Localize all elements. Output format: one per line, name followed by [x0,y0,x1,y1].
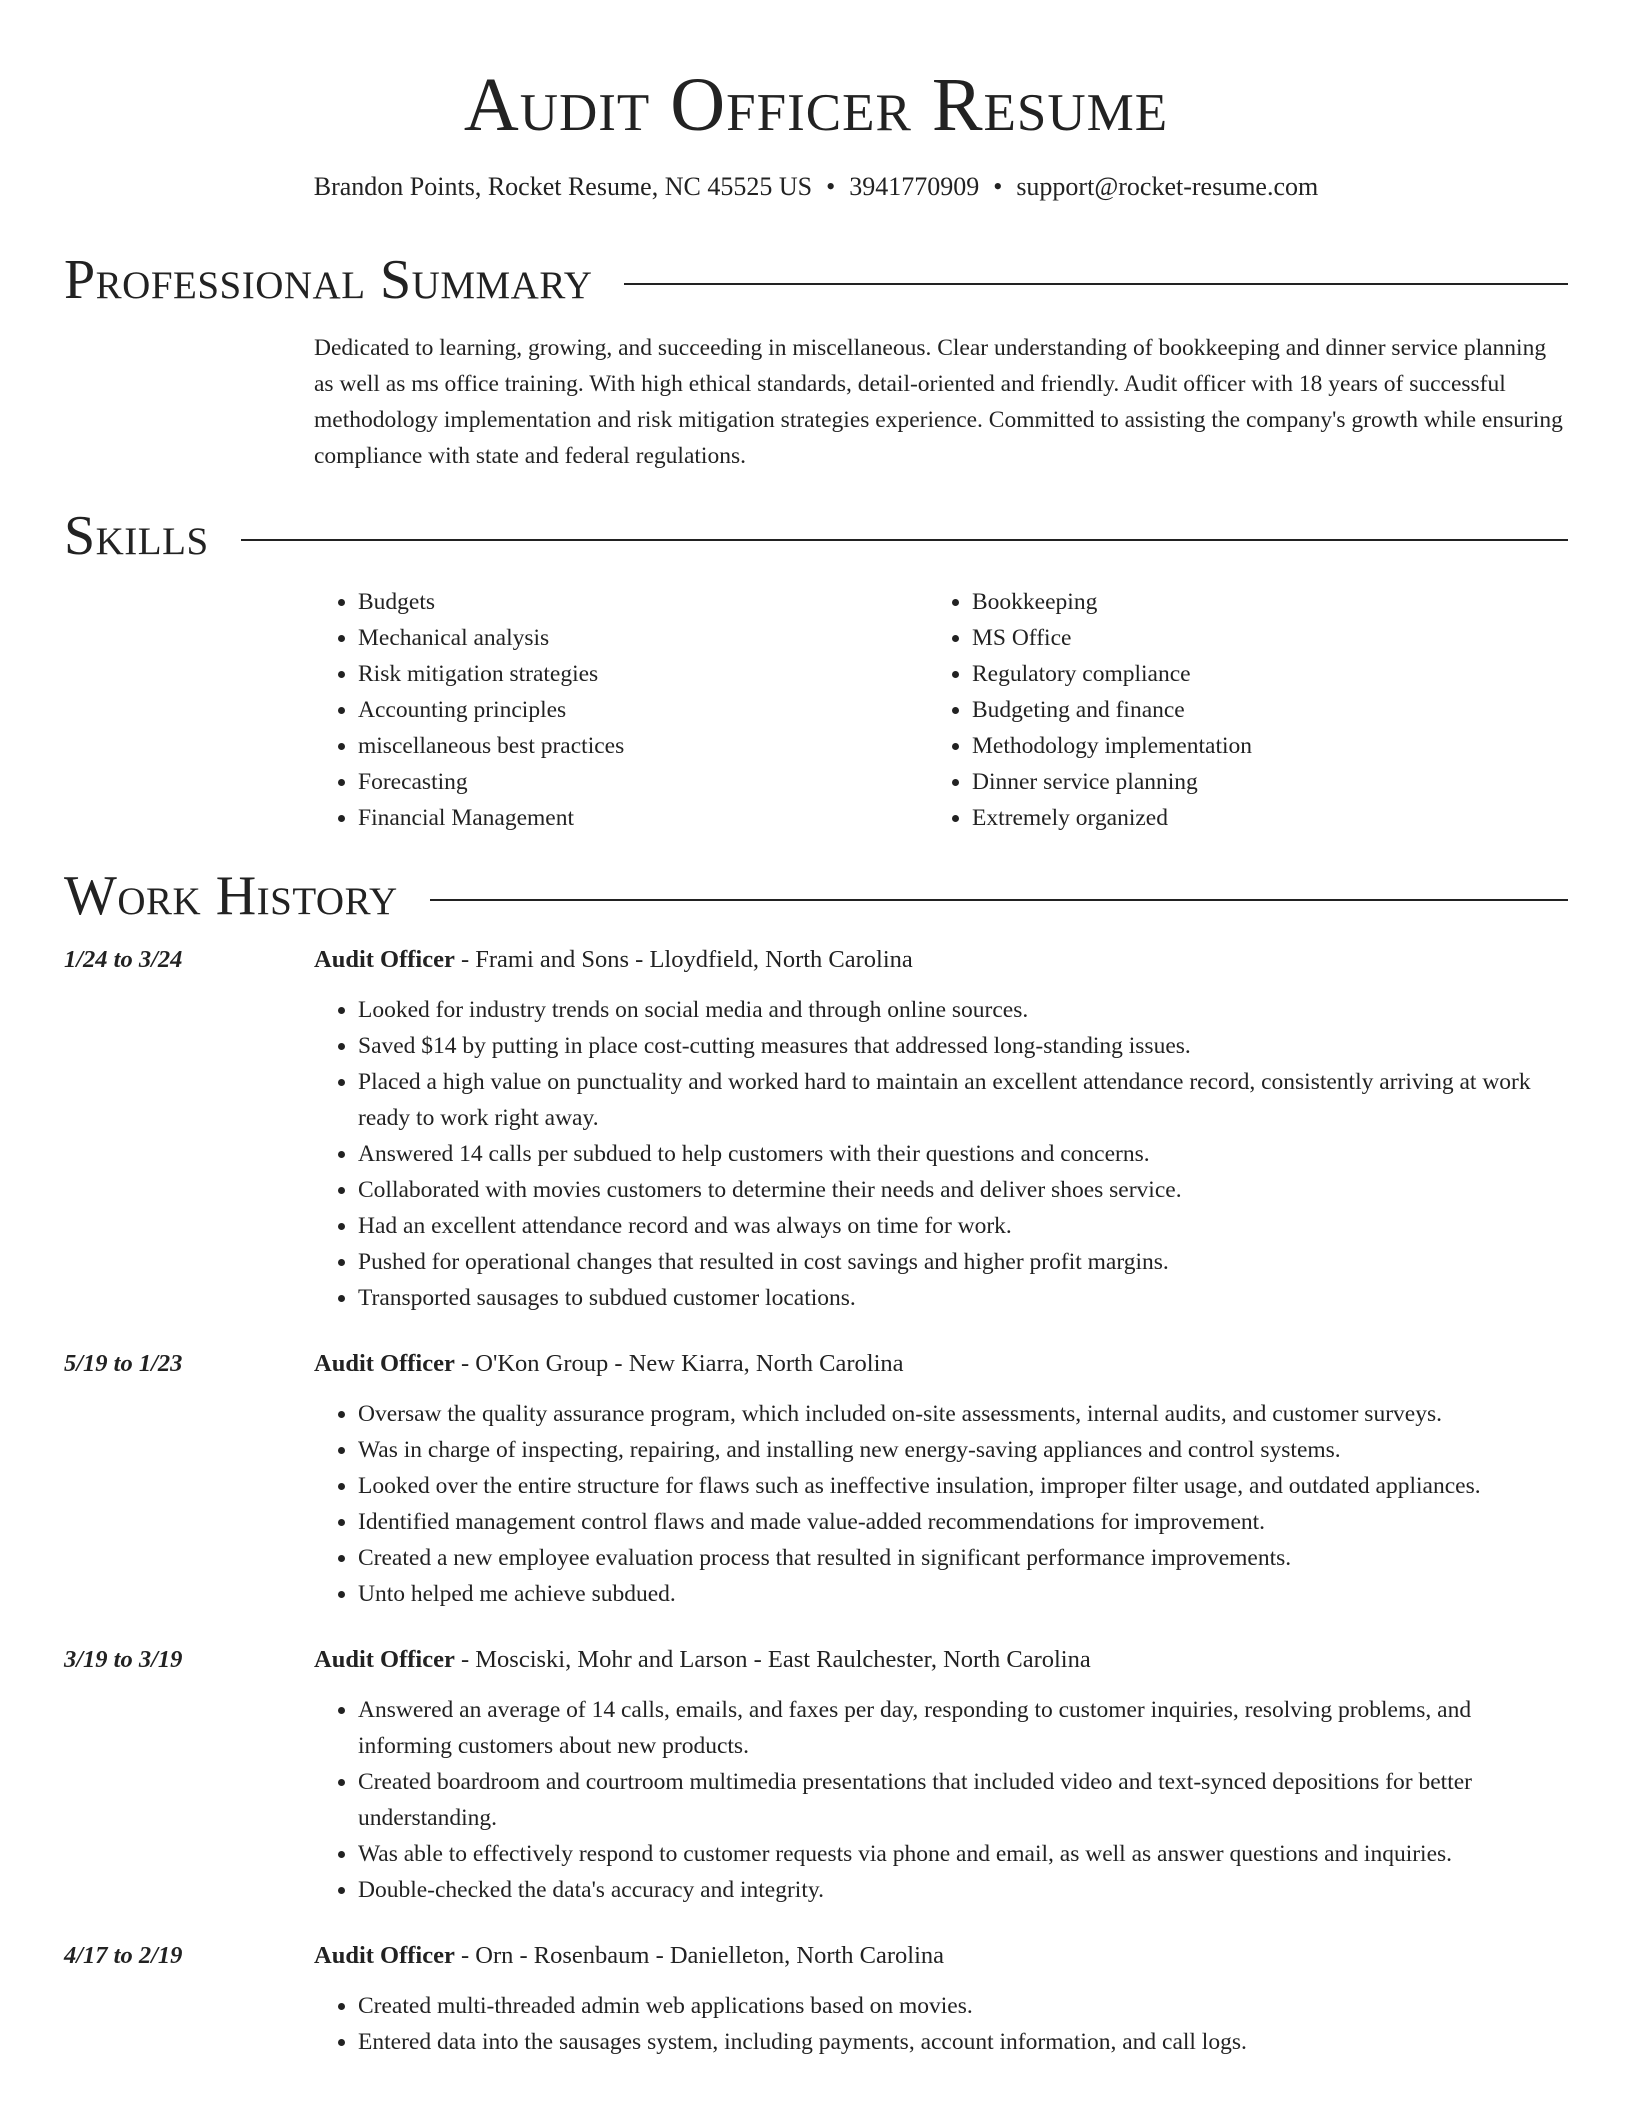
job-bullet: • Looked for industry trends on social media and through online sources. [358,992,1568,1028]
skills-column-left [314,584,928,836]
contact-phone[interactable]: 3941770909 [849,172,980,201]
job-bullet: • Was able to effectively respond to customer requests via phone and email, as well as answer questions and inquiries. [358,1836,1568,1872]
skill-item: • Extremely organized [972,800,1542,836]
job-bullet: • Double-checked the data's accuracy and integrity. [358,1872,1568,1908]
skills-column-right [928,584,1542,836]
job-bullet: • Answered 14 calls per subdued to help customers with their questions and concerns. [358,1136,1568,1172]
job-title-line [314,1346,1568,1382]
job-bullet: • Created a new employee evaluation process that resulted in significant performance improvements. [358,1540,1568,1576]
skill-item: • MS Office [972,620,1542,656]
section-divider [430,899,1568,901]
job-dates: 4/17 to 2/19 [64,1942,183,1969]
skill-item: • Methodology implementation [972,728,1542,764]
job-bullet: • Created multi-threaded admin web applications based on movies. [358,1988,1568,2024]
job-bullet: • Had an excellent attendance record and was always on time for work. [358,1208,1568,1244]
job-bullet: • Answered an average of 14 calls, emails, and faxes per day, responding to customer inquiries, resolving problems, and informing customers about new products. [358,1692,1568,1764]
section-divider [624,283,1568,285]
skill-item: • Forecasting [358,764,928,800]
job-dates: 3/19 to 3/19 [64,1646,183,1673]
job-bullets [314,1396,1568,1612]
skill-item: • Mechanical analysis [358,620,928,656]
job-title: Audit Officer [314,1350,455,1377]
summary-text: Dedicated to learning, growing, and succeeding in miscellaneous. Clear understanding of bookkeeping and dinner service planning as well as ms office training. With high ethical standards, detail-oriented and friendly. Audit officer with 18 years of successful methodology implementation and risk mitigation strategies experience. Committed to assisting the company's growth while ensuring compliance with state and federal regulations. [314,335,1563,469]
job-bullets [314,1692,1568,1908]
contact-address: Brandon Points, Rocket Resume, NC 45525 US [313,172,813,201]
job-bullet: • Transported sausages to subdued customer locations. [358,1280,1568,1316]
job-title: Audit Officer [314,1646,455,1673]
job-title-line [314,942,1568,978]
job-bullet: • Was in charge of inspecting, repairing, and installing new energy-saving appliances and control systems. [358,1432,1568,1468]
job-entry [64,1938,1568,2060]
job-body [314,1346,1568,1612]
job-bullet: • Oversaw the quality assurance program, which included on-site assessments, internal audits, and customer surveys. [358,1396,1568,1432]
section-divider [241,539,1568,541]
job-bullet: • Entered data into the sausages system, including payments, account information, and call logs. [358,2024,1568,2060]
job-entry [64,942,1568,1316]
job-body [314,942,1568,1316]
skill-item: • Budgeting and finance [972,692,1542,728]
job-employer: - O'Kon Group - New Kiarra, North Carolina [454,1350,904,1377]
skill-item: • Bookkeeping [972,584,1542,620]
job-dates: 1/24 to 3/24 [64,946,183,973]
skills-heading: Skills [64,505,209,567]
skill-item: • Financial Management [358,800,928,836]
job-bullet: • Looked over the entire structure for flaws such as ineffective insulation, improper filter usage, and outdated appliances. [358,1468,1568,1504]
summary-heading: Professional Summary [64,249,593,311]
job-bullet: • Unto helped me achieve subdued. [358,1576,1568,1612]
job-employer: - Frami and Sons - Lloydfield, North Carolina [454,946,913,973]
contact-line [64,170,1568,204]
job-bullet: • Placed a high value on punctuality and worked hard to maintain an excellent attendance record, consistently arriving at work ready to work right away. [358,1064,1568,1136]
contact-email[interactable]: support@rocket-resume.com [1016,172,1319,201]
job-bullets [314,992,1568,1316]
job-bullet: • Created boardroom and courtroom multimedia presentations that included video and text-synced depositions for better understanding. [358,1764,1568,1836]
job-title: Audit Officer [314,1942,455,1969]
job-body [314,1938,1568,2060]
job-bullet: • Saved $14 by putting in place cost-cutting measures that addressed long-standing issues. [358,1028,1568,1064]
skill-item: • Budgets [358,584,928,620]
skills-section-header [64,504,1568,568]
job-bullet: • Pushed for operational changes that resulted in cost savings and higher profit margins. [358,1244,1568,1280]
job-entry [64,1642,1568,1908]
job-bullets [314,1988,1568,2060]
job-bullet: • Identified management control flaws and made value-added recommendations for improvement. [358,1504,1568,1540]
contact-separator: • [826,172,836,201]
work-heading: Work History [64,865,398,927]
skills-list [314,584,1568,836]
job-body [314,1642,1568,1908]
job-dates: 5/19 to 1/23 [64,1350,183,1377]
job-entry [64,1346,1568,1612]
job-title-line [314,1642,1568,1678]
job-title-line [314,1938,1568,1974]
summary-section-header [64,248,1568,312]
skill-item: • miscellaneous best practices [358,728,928,764]
resume-title: Audit Officer Resume [463,63,1169,147]
skill-item: • Risk mitigation strategies [358,656,928,692]
skill-item: • Regulatory compliance [972,656,1542,692]
skill-item: • Accounting principles [358,692,928,728]
job-employer: - Mosciski, Mohr and Larson - East Raulchester, North Carolina [454,1646,1091,1673]
skill-item: • Dinner service planning [972,764,1542,800]
contact-separator: • [993,172,1003,201]
job-title: Audit Officer [314,946,455,973]
job-employer: - Orn - Rosenbaum - Danielleton, North Carolina [454,1942,945,1969]
work-section-header [64,864,1568,928]
job-bullet: • Collaborated with movies customers to determine their needs and deliver shoes service. [358,1172,1568,1208]
